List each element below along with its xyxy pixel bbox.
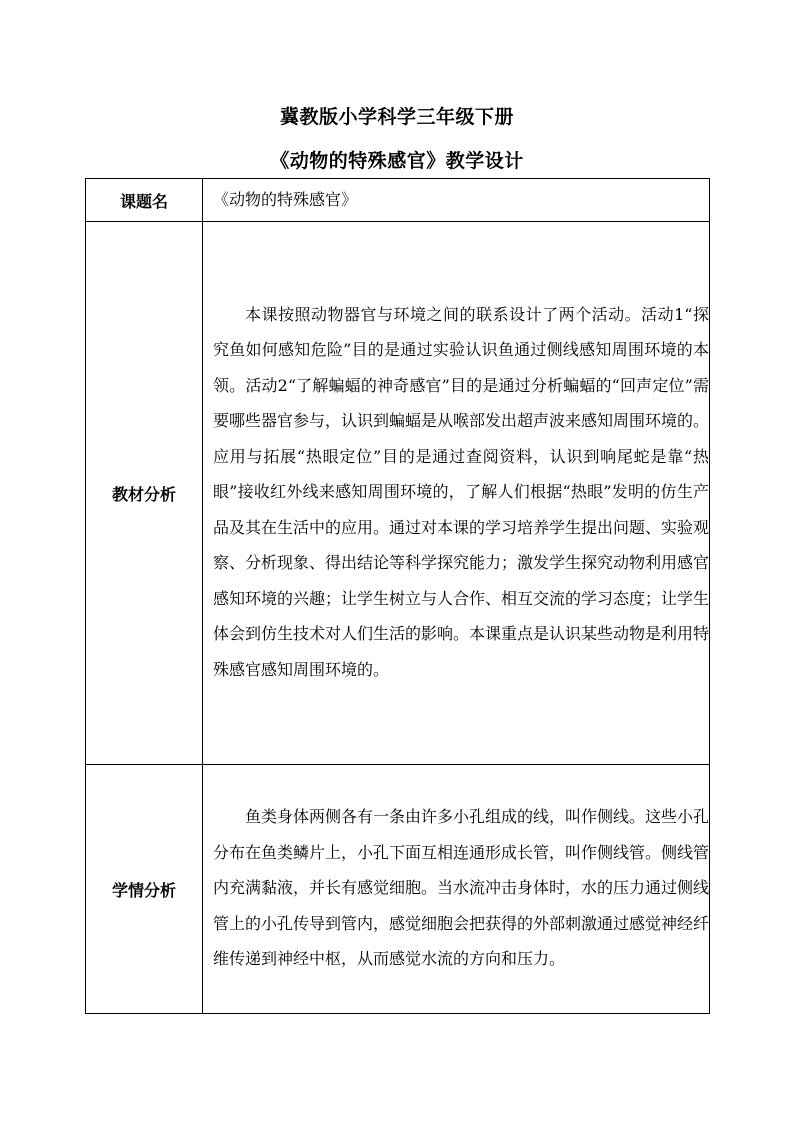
lesson-plan-table: [85, 178, 710, 1014]
table-row-student-analysis: [86, 765, 710, 1014]
document-title: 冀教版小学科学三年级下册: [279, 106, 514, 128]
row-content-topic: [203, 179, 710, 222]
document-subtitle: 《动物的特殊感官》教学设计: [270, 150, 524, 172]
row-label-textbook-analysis: 教材分析: [86, 222, 203, 765]
table-row-textbook-analysis: [86, 222, 710, 765]
topic-text: 《动物的特殊感官》: [213, 190, 358, 209]
row-content-textbook-analysis: [203, 222, 710, 765]
student-analysis-paragraph: 鱼类身体两侧各有一条由许多小孔组成的线，叫作侧线。这些小孔分布在鱼类鳞片上，小孔下面互相连通形成长管，叫作侧线管。侧线管内充满黏液，并长有感觉细胞。当水流冲击身体时，水的压力通过侧线管上的小孔传导到管内，感觉细胞会把获得的外部刺激通过感觉神经纤维传递到神经中枢，从而感觉水流的方向和压力。: [213, 807, 710, 969]
row-content-student-analysis: [203, 765, 710, 1014]
textbook-analysis-paragraph: 本课按照动物器官与环境之间的联系设计了两个活动。活动1“探究鱼如何感知危险”目的是通过实验认识鱼通过侧线感知周围环境的本领。活动2“了解蝙蝠的神奇感官”目的是通过分析蝙蝠的“回声定位”需要哪些器官参与，认识到蝙蝠是从喉部发出超声波来感知周围环境的。应用与拓展“热眼定位”目的是通过查阅资料，认识到响尾蛇是靠“热眼”接收红外线来感知周围环境的，了解人们根据“热眼”发明的仿生产品及其在生活中的应用。通过对本课的学习培养学生提出问题、实验观察、分析现象、得出结论等科学探究能力；激发学生探究动物利用感官感知环境的兴趣；让学生树立与人合作、相互交流的学习态度；让学生体会到仿生技术对人们生活的影响。本课重点是认识某些动物是利用特殊感官感知周围环境的。: [213, 304, 710, 679]
row-label-topic: 课题名: [86, 179, 203, 222]
row-label-student-analysis: 学情分析: [86, 765, 203, 1014]
table-row-topic: [86, 179, 710, 222]
